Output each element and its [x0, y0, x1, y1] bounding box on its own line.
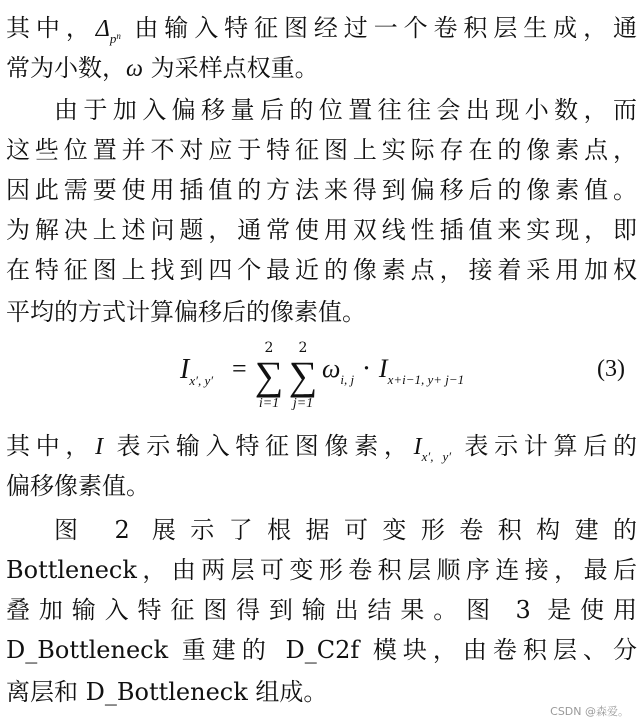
delta-symbol: $\Delta_pn$ [95, 16, 121, 46]
para2-line-2: 这些位置并不对应于特征图上实际存在的像素点， [6, 136, 637, 164]
para4-line-1: 图 2 展示了根据可变形卷积构建的 [54, 516, 637, 544]
para3-line-2: 偏移像素值。 [6, 472, 150, 500]
para1-text-b: 由输入特征图经过一个卷积层生成，通 [120, 14, 637, 42]
para4-line-4: D_Bottleneck 重建的 D_C2f 模块，由卷积层、分 [6, 636, 637, 664]
para1-line-2: 常为小数，ω 为采样点权重。 [6, 54, 319, 82]
para2-line-4: 为解决上述问题，通常使用双线性插值来实现，即 [6, 216, 637, 244]
para1-line-1 [6, 8, 637, 48]
equation-number: (3) [597, 356, 625, 382]
equation-rhs: $\omega_{i, j} \cdot I_{x+i-1, y+ j-1}$ [322, 354, 465, 387]
equation-lhs: $I_{x', y'}$ [180, 354, 214, 388]
offset-pixel-symbol: $I_{x', y'}$ [413, 434, 452, 464]
equation-3 [0, 340, 643, 420]
para4-line-3: 叠加输入特征图得到输出结果。图 3 是使用 [6, 596, 637, 624]
para2-line-5: 在特征图上找到四个最近的像素点，接着采用加权 [6, 256, 637, 284]
summation-i: 2 ∑ i=1 [254, 340, 284, 411]
equation-equals: = [232, 354, 247, 383]
para4-line-2: Bottleneck，由两层可变形卷积层顺序连接，最后 [6, 556, 637, 584]
para4-line-5: 离层和 D_Bottleneck 组成。 [6, 678, 328, 706]
omega-symbol: ω [126, 56, 143, 82]
summation-j: 2 ∑ j=1 [288, 340, 318, 411]
para1-text-a: 其中， [6, 14, 96, 42]
para2-line-1: 由于加入偏移量后的位置往往会出现小数，而 [54, 96, 637, 124]
pixel-symbol: I [95, 434, 104, 460]
csdn-watermark: CSDN @森爱。 [550, 705, 629, 718]
para2-line-6: 平均的方式计算偏移后的像素值。 [6, 298, 366, 326]
para2-line-3: 因此需要使用插值的方法来得到偏移后的像素值。 [6, 176, 637, 204]
para3-line-1: 其中，I 表示输入特征图像素，$I_{x', y'}$ 表示计算后的 [6, 432, 637, 464]
